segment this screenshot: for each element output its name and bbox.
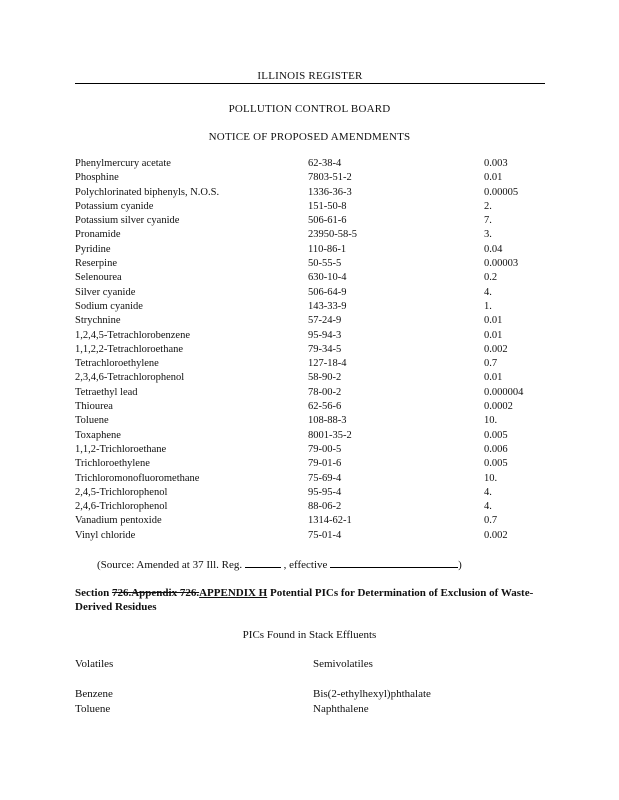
- register-page-blank: [245, 557, 281, 568]
- chemical-name: Silver cyanide: [75, 286, 136, 298]
- concentration-value: 10.: [484, 472, 498, 484]
- table-row: [75, 386, 555, 400]
- cas-number: 1336-36-3: [308, 186, 352, 198]
- cas-number: 79-01-6: [308, 458, 342, 470]
- chemical-name: Phenylmercury acetate: [75, 158, 171, 169]
- concentration-value: 1.: [484, 300, 492, 312]
- concentration-value: 0.7: [484, 515, 498, 527]
- source-effective: , effective: [283, 559, 328, 571]
- chemical-name: Toluene: [75, 415, 109, 427]
- chemical-name: Trichloromonofluoromethane: [75, 472, 200, 484]
- cas-number: 151-50-8: [308, 200, 347, 212]
- concentration-value: 7.: [484, 215, 492, 227]
- cas-number: 95-95-4: [308, 486, 342, 498]
- table-row: [75, 300, 555, 314]
- cas-number: 630-10-4: [308, 272, 347, 284]
- volatile-item: Toluene: [75, 702, 111, 715]
- concentration-value: 0.01: [484, 172, 503, 184]
- concentration-value: 0.00005: [484, 186, 519, 198]
- cas-number: 79-34-5: [308, 343, 342, 355]
- chemical-name: Potassium cyanide: [75, 200, 154, 212]
- table-row: [75, 257, 555, 271]
- table-row: [75, 343, 555, 357]
- chemical-name: Toxaphene: [75, 429, 121, 441]
- concentration-value: 0.000004: [484, 386, 524, 398]
- concentration-value: 0.00003: [484, 258, 519, 270]
- section-heading: [75, 586, 545, 614]
- volatile-item: Benzene: [75, 688, 113, 700]
- cas-number: 95-94-3: [308, 329, 342, 341]
- table-row: [75, 371, 555, 385]
- cas-number: 78-00-2: [308, 386, 342, 398]
- table-row: [75, 486, 555, 500]
- volatiles-list: [75, 687, 113, 716]
- concentration-value: 3.: [484, 229, 492, 241]
- cas-number: 110-86-1: [308, 243, 347, 255]
- cas-number: 127-18-4: [308, 358, 347, 370]
- cas-number: 506-64-9: [308, 286, 347, 298]
- concentration-value: 0.2: [484, 272, 498, 284]
- table-row: [75, 157, 555, 171]
- section-struck-text: 726.Appendix 726.: [111, 587, 200, 599]
- concentration-value: 0.04: [484, 243, 503, 255]
- table-row: [75, 228, 555, 242]
- concentration-value: 0.7: [484, 358, 498, 370]
- chemical-name: Pronamide: [75, 229, 121, 241]
- concentration-value: 0.005: [484, 458, 508, 470]
- concentration-value: 4.: [484, 501, 492, 513]
- cas-number: 58-90-2: [308, 372, 342, 384]
- chemical-name: Tetraethyl lead: [75, 386, 138, 398]
- pics-title: PICs Found in Stack Effluents: [242, 629, 377, 641]
- concentration-value: 0.01: [484, 329, 503, 341]
- table-row: [75, 429, 555, 443]
- section-appendix: APPENDIX H: [199, 587, 268, 599]
- cas-number: 108-88-3: [308, 415, 347, 427]
- concentration-value: 0.01: [484, 315, 503, 327]
- chemical-name: 1,1,2,2-Tetrachloroethane: [75, 343, 184, 355]
- semivolatile-item: Naphthalene: [313, 702, 369, 715]
- semivolatiles-list: [313, 687, 431, 716]
- semivolatile-item: Bis(2-ethylhexyl)phthalate: [313, 688, 431, 700]
- table-row: [75, 171, 555, 185]
- concentration-value: 0.0002: [484, 401, 513, 413]
- table-row: [75, 186, 555, 200]
- cas-number: 23950-58-5: [308, 229, 357, 241]
- cas-number: 57-24-9: [308, 315, 342, 327]
- chemical-name: 2,4,6-Trichlorophenol: [75, 501, 168, 513]
- cas-number: 62-56-6: [308, 401, 342, 413]
- register-header: ILLINOIS REGISTER: [75, 70, 545, 84]
- cas-number: 62-38-4: [308, 158, 342, 169]
- concentration-value: 4.: [484, 486, 492, 498]
- table-row: [75, 457, 555, 471]
- chemical-name: Potassium silver cyanide: [75, 215, 180, 227]
- concentration-value: 10.: [484, 415, 498, 427]
- table-row: [75, 271, 555, 285]
- notice-title: NOTICE OF PROPOSED AMENDMENTS: [208, 131, 411, 143]
- cas-number: 88-06-2: [308, 501, 342, 513]
- cas-number: 143-33-9: [308, 300, 347, 312]
- chemical-name: Pyridine: [75, 243, 111, 255]
- table-row: [75, 400, 555, 414]
- table-row: [75, 214, 555, 228]
- table-row: [75, 443, 555, 457]
- concentration-value: 0.01: [484, 372, 503, 384]
- cas-number: 75-01-4: [308, 529, 342, 541]
- table-row: [75, 414, 555, 428]
- chemical-name: Strychnine: [75, 315, 121, 327]
- table-row: [75, 357, 555, 371]
- chemical-table: [75, 157, 555, 543]
- chemical-name: 1,2,4,5-Tetrachlorobenzene: [75, 329, 191, 341]
- table-row: [75, 286, 555, 300]
- chemical-name: Trichloroethylene: [75, 458, 150, 470]
- chemical-name: Vanadium pentoxide: [75, 515, 162, 527]
- concentration-value: 2.: [484, 200, 492, 212]
- cas-number: 7803-51-2: [308, 172, 352, 184]
- chemical-name: Selenourea: [75, 272, 122, 284]
- table-row: [75, 500, 555, 514]
- cas-number: 8001-35-2: [308, 429, 352, 441]
- table-row: [75, 529, 555, 543]
- cas-number: 506-61-6: [308, 215, 347, 227]
- cas-number: 79-00-5: [308, 443, 342, 455]
- cas-number: 50-55-5: [308, 258, 342, 270]
- section-title: Potential PICs for Determination of Exclusion of Waste-Derived Residues: [75, 587, 534, 613]
- chemical-name: Phosphine: [75, 172, 119, 184]
- chemical-name: 1,1,2-Trichloroethane: [75, 443, 167, 455]
- table-row: [75, 200, 555, 214]
- source-note: [97, 557, 462, 571]
- chemical-name: Tetrachloroethylene: [75, 358, 159, 370]
- concentration-value: 0.005: [484, 429, 508, 441]
- concentration-value: 0.002: [484, 343, 508, 355]
- section-label: Section: [75, 587, 110, 599]
- concentration-value: 0.002: [484, 529, 508, 541]
- concentration-value: 0.006: [484, 443, 508, 455]
- table-row: [75, 314, 555, 328]
- chemical-name: Vinyl chloride: [75, 529, 136, 541]
- chemical-name: 2,4,5-Trichlorophenol: [75, 486, 168, 498]
- table-row: [75, 329, 555, 343]
- cas-number: 1314-62-1: [308, 515, 352, 527]
- effective-date-blank: [330, 557, 458, 568]
- board-title: POLLUTION CONTROL BOARD: [228, 103, 391, 115]
- chemical-name: Reserpine: [75, 258, 117, 270]
- table-row: [75, 243, 555, 257]
- chemical-name: Polychlorinated biphenyls, N.O.S.: [75, 186, 220, 198]
- semivolatiles-header: Semivolatiles: [313, 658, 373, 670]
- volatiles-header: Volatiles: [75, 658, 114, 670]
- concentration-value: 4.: [484, 286, 492, 298]
- table-row: [75, 472, 555, 486]
- concentration-value: 0.003: [484, 158, 508, 169]
- source-prefix: (Source: Amended at 37 Ill. Reg.: [97, 559, 243, 571]
- chemical-name: 2,3,4,6-Tetrachlorophenol: [75, 372, 185, 384]
- source-suffix: ): [458, 559, 462, 571]
- cas-number: 75-69-4: [308, 472, 342, 484]
- table-row: [75, 514, 555, 528]
- chemical-name: Thiourea: [75, 401, 113, 413]
- chemical-name: Sodium cyanide: [75, 300, 143, 312]
